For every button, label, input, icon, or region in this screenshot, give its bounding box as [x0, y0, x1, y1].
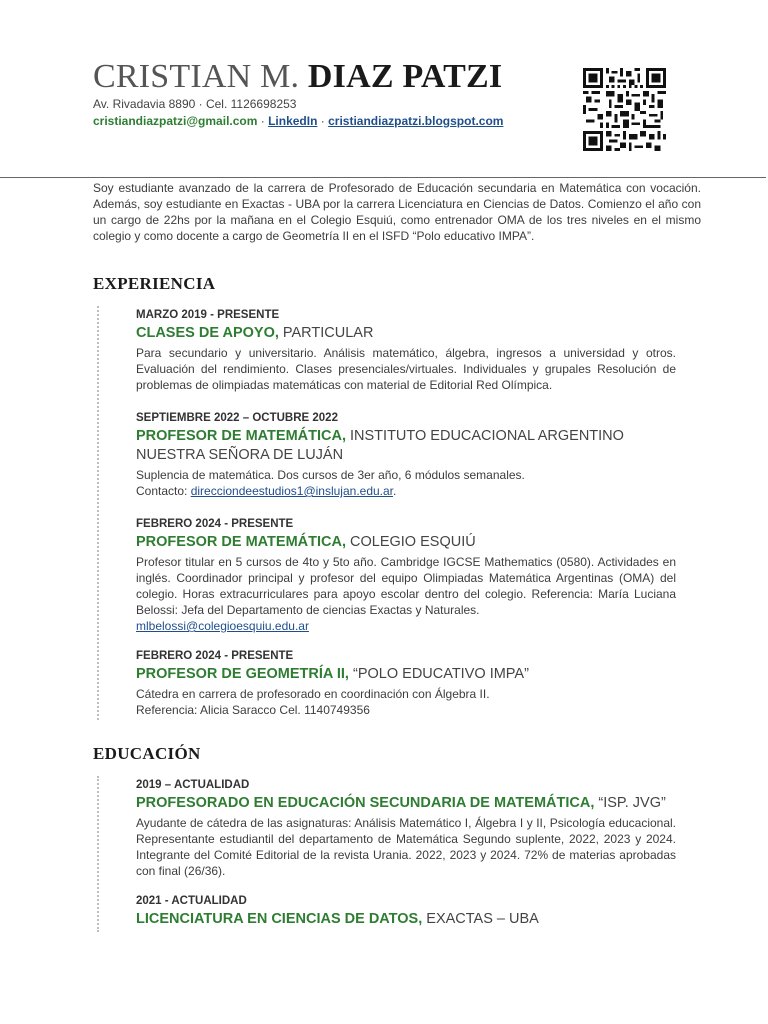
entry-title: LICENCIATURA EN CIENCIAS DE DATOS, [136, 911, 423, 927]
email-text: cristiandiazpatzi@gmail.com [93, 114, 258, 128]
entry-role [136, 665, 676, 684]
entry-org: COLEGIO ESQUIÚ [345, 534, 476, 550]
entry-role [136, 533, 676, 552]
entry-role [136, 910, 676, 929]
contact-email-link[interactable]: direcciondeestudios1@inslujan.edu.ar [190, 484, 394, 498]
entry-org: “POLO EDUCATIVO IMPA” [348, 666, 529, 682]
experience-heading: EXPERIENCIA [93, 274, 216, 293]
entry-org: INSTITUTO EDUCACIONAL ARGENTINO NUESTRA SEÑORA DE LUJÁN [136, 428, 624, 463]
address-line: Av. Rivadavia 8890 · Cel. 1126698253 [93, 97, 297, 111]
entry-line: Suplencia de matemática. Dos cursos de 3er año, 6 módulos semanales. [136, 468, 525, 482]
contact-label: Contacto: [136, 484, 191, 498]
entry-org: “ISP. JVG” [594, 795, 666, 811]
experience-timeline [97, 306, 99, 720]
candidate-name [93, 58, 563, 96]
blog-link[interactable]: cristiandiazpatzi.blogspot.com [328, 114, 504, 128]
entry-title: PROFESORADO EN EDUCACIÓN SECUNDARIA DE MATEMÁTICA, [136, 795, 595, 811]
resume-header [93, 58, 563, 129]
reference-email-link[interactable]: mlbelossi@colegioesquiu.edu.ar [136, 619, 309, 633]
qr-code-icon [580, 68, 669, 151]
education-heading: EDUCACIÓN [93, 744, 201, 763]
entry-date: 2019 – ACTUALIDAD [136, 779, 250, 791]
entry-title: PROFESOR DE MATEMÁTICA, [136, 428, 346, 444]
profile-summary: Soy estudiante avanzado de la carrera de Profesorado de Educación secundaria en Matemática con vocación. Además, soy estudiante en Exactas - UBA por la carrera Licenciatura en Ciencias de Datos. Comienzo el año con un cargo de 22hs por la mañana en el Colegio Esquiú, como entrenador OMA de los tres niveles en el mismo colegio y como docente a cargo de Geometría II en el ISFD “Polo educativo IMPA”. [93, 181, 701, 243]
linkedin-link[interactable]: LinkedIn [268, 114, 318, 128]
experience-entry [136, 411, 676, 499]
entry-title: PROFESOR DE GEOMETRÍA II, [136, 666, 349, 682]
entry-date: SEPTIEMBRE 2022 – OCTUBRE 2022 [136, 412, 338, 424]
entry-org: PARTICULAR [278, 325, 374, 341]
entry-date: 2021 - ACTUALIDAD [136, 895, 247, 907]
entry-description [136, 686, 676, 718]
education-entry [136, 894, 676, 929]
entry-org: EXACTAS – UBA [422, 911, 539, 927]
entry-line: Cátedra en carrera de profesorado en coordinación con Álgebra II. [136, 687, 490, 701]
entry-role [136, 324, 676, 343]
education-entry [136, 778, 676, 879]
entry-date: MARZO 2019 - PRESENTE [136, 309, 280, 321]
entry-title: PROFESOR DE MATEMÁTICA, [136, 534, 346, 550]
separator: · [317, 114, 329, 128]
entry-text: Profesor titular en 5 cursos de 4to y 5to año. Cambridge IGCSE Mathematics (0580). Actividades en inglés. Coordinador principal y profesor del equipo Olimpiadas Matemática Argentinas (OMA) del colegio. Horas extracurriculares para apoyo escolar dentro del colegio. Referencia: María Luciana Belossi: Jefa del Departamento de ciencias Exactas y Naturales. [136, 555, 676, 617]
first-name: CRISTIAN M. [93, 58, 300, 95]
entry-line: Referencia: Alicia Saracco Cel. 1140749356 [136, 703, 370, 717]
entry-role [136, 794, 676, 813]
entry-date: FEBRERO 2024 - PRESENTE [136, 650, 294, 662]
entry-description: Ayudante de cátedra de las asignaturas: Análisis Matemático I, Álgebra I y II, Psicología educacional. Representante estudiantil del departamento de Matemática Segundo suplente, 2022, 2023 y 2024. Integrante del Comité Editorial de la revista Urania. 2022, 2023 y 2024. 72% de materias aprobadas con final (26/36). [136, 816, 676, 878]
contact-links [93, 113, 563, 129]
entry-description [136, 467, 676, 499]
entry-role [136, 427, 676, 465]
experience-entry [136, 649, 676, 718]
entry-description: Para secundario y universitario. Análisis matemático, álgebra, ingresos a universidad y otros. Evaluación del rendimiento. Clases presenciales/virtuales. Individuales y grupales Resolución de problemas de olimpiadas matemáticas con material de Editorial Red Olímpica. [136, 346, 676, 392]
entry-description [136, 554, 676, 634]
last-name: DIAZ PATZI [307, 58, 503, 95]
education-timeline [97, 776, 99, 932]
separator: · [257, 114, 269, 128]
header-divider [0, 177, 766, 178]
entry-title: CLASES DE APOYO, [136, 325, 279, 341]
experience-entry [136, 308, 676, 393]
entry-date: FEBRERO 2024 - PRESENTE [136, 518, 294, 530]
experience-entry [136, 517, 676, 634]
entry-contact [136, 483, 676, 499]
contact-end: . [393, 484, 397, 498]
